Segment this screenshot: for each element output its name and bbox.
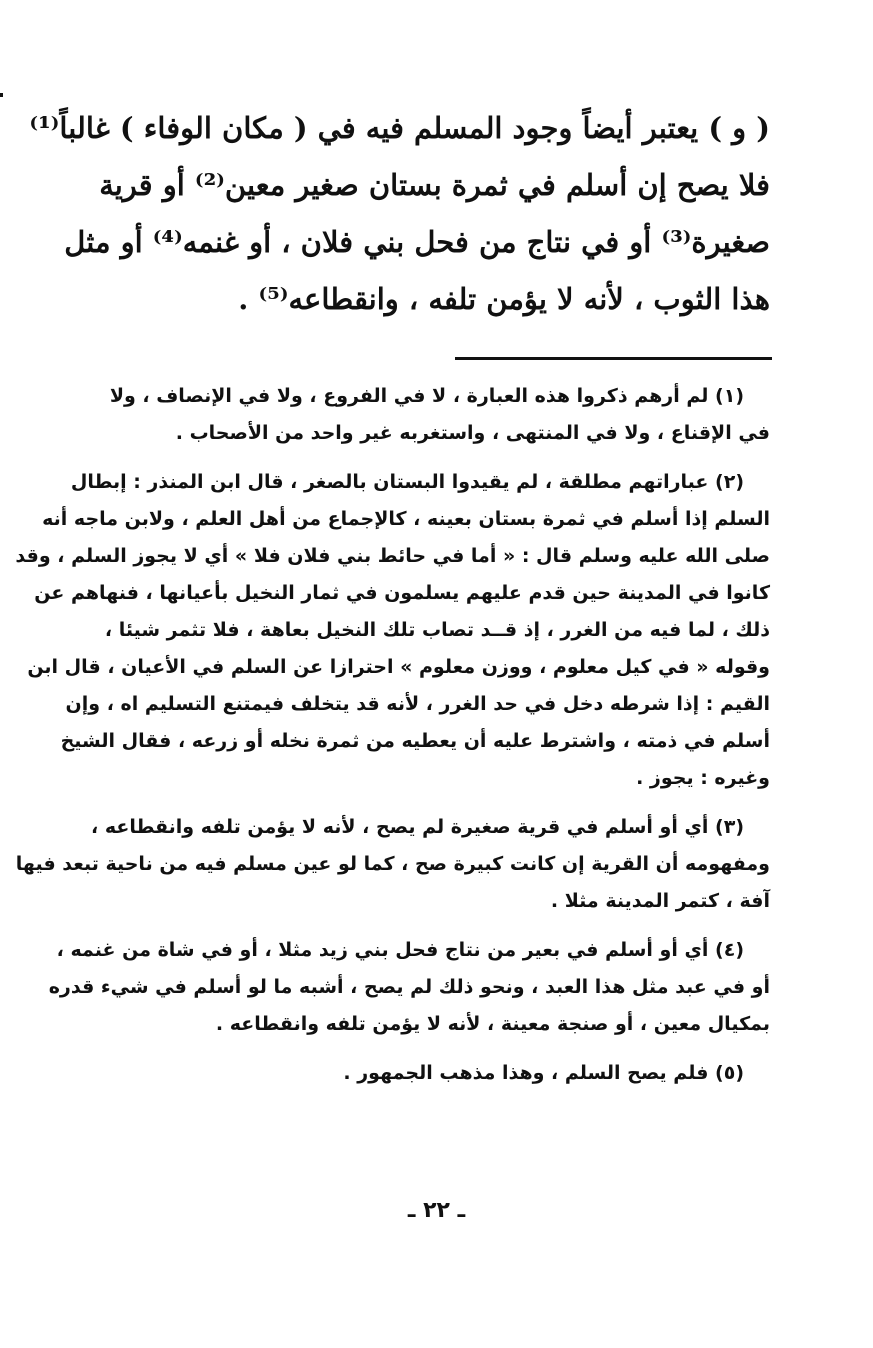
- footnote-line: (٤) أي أو أسلم في بعير من نتاج فحل بني زيد مثلا ، أو في شاة من غنمه ،: [56, 939, 744, 961]
- footnote-line: أسلم في ذمته ، واشترط عليه أن يعطيه من ثمرة نخله أو زرعه ، فقال الشيخ: [60, 730, 770, 752]
- main-text-line: فلا يصح إن أسلم في ثمرة بستان صغير معين⁽²⁾ أو قرية: [99, 168, 770, 202]
- footnote-line: وغيره : يجوز .: [636, 767, 770, 789]
- footnote-line: القيم : إذا شرطه دخل في حد الغرر ، لأنه قد يتخلف فيمتنع التسليم اه ، وإن: [65, 693, 770, 715]
- main-text-block: [29, 100, 770, 328]
- footnote-5: [38, 1055, 770, 1092]
- footnote-line: في الإقناع ، ولا في المنتهى ، واستغربه غير واحد من الأصحاب .: [175, 422, 770, 444]
- footnote-line: بمكيال معين ، أو صنجة معينة ، لأنه لا يؤمن تلفه وانقطاعه .: [215, 1013, 770, 1035]
- footnote-line: السلم إذا أسلم في ثمرة بستان بعينه ، كالإجماع من أهل العلم ، ولابن ماجه أنه: [42, 508, 770, 530]
- footnote-line: كانوا في المدينة حين قدم عليهم يسلمون في ثمار النخيل بأعيانها ، فنهاهم عن: [34, 582, 770, 604]
- footnote-line: ومفهومه أن القرية إن كانت كبيرة صح ، كما لو عين مسلم فيه من ناحية تبعد فيها: [15, 853, 770, 875]
- footnote-3: [15, 809, 770, 920]
- footnote-4: [38, 932, 770, 1043]
- footnote-line: (١) لم أرهم ذكروا هذه العبارة ، لا في الفروع ، ولا في الإنصاف ، ولا: [109, 385, 744, 407]
- footnote-line: صلى الله عليه وسلم قال : « أما في حائط بني فلان فلا » أي لا يجوز السلم ، وقد: [15, 545, 770, 567]
- margin-mark: [0, 93, 3, 97]
- footnote-2: [15, 464, 770, 797]
- footnote-1: [38, 378, 770, 452]
- footnote-line: ذلك ، لما فيه من الغرر ، إذ قــد تصاب تلك النخيل بعاهة ، فلا تثمر شيئا ،: [104, 619, 770, 641]
- page-number: ـ ٢٢ ـ: [407, 1198, 466, 1223]
- footnote-line: (٣) أي أو أسلم في قرية صغيرة لم يصح ، لأنه لا يؤمن تلفه وانقطاعه ،: [90, 816, 744, 838]
- main-text-line: صغيرة⁽³⁾ أو في نتاج من فحل بني فلان ، أو غنمه⁽⁴⁾ أو مثل: [64, 225, 770, 259]
- footnote-divider: [455, 357, 772, 360]
- footnote-line: (٢) عباراتهم مطلقة ، لم يقيدوا البستان بالصغر ، قال ابن المنذر : إبطال: [70, 471, 744, 493]
- footnotes-section: [15, 378, 770, 1104]
- footnote-line: آفة ، كتمر المدينة مثلا .: [550, 890, 770, 912]
- main-text-line: هذا الثوب ، لأنه لا يؤمن تلفه ، وانقطاعه⁽⁵⁾ .: [238, 282, 770, 316]
- footnote-line: (٥) فلم يصح السلم ، وهذا مذهب الجمهور .: [343, 1062, 744, 1084]
- footnote-line: أو في عبد مثل هذا العبد ، ونحو ذلك لم يصح ، أشبه ما لو أسلم في شيء قدره: [48, 976, 770, 998]
- main-text-line: ( و ) يعتبر أيضاً وجود المسلم فيه في ( مكان الوفاء ) غالباً⁽¹⁾: [29, 111, 770, 145]
- footnote-line: وقوله « في كيل معلوم ، ووزن معلوم » احترازا عن السلم في الأعيان ، قال ابن: [27, 656, 770, 678]
